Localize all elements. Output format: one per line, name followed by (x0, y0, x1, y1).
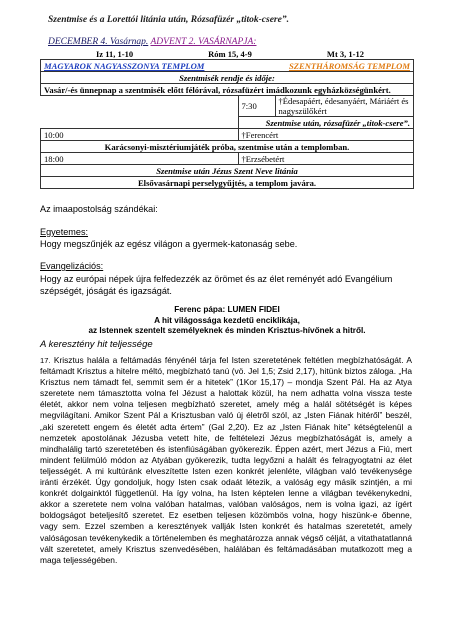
evangelization-intention-text: Hogy az európai népek újra felfedezzék az örömet és az élet reményét adó Evangélium szépségét, jóságát és igazságát. (40, 274, 393, 296)
readings-line (48, 49, 408, 59)
evangelization-intention-label: Evangelizációs: (40, 261, 104, 271)
encyclical-paragraph (40, 355, 412, 566)
mass-time: 10:00 (41, 129, 239, 141)
paragraph-text: Krisztus halála a feltámadás fényénél tárja fel Isten szeretetének feltétlen megbízhatóságát. A feltámadt Krisztus a hitelre méltó, megbízható tanú (vö. Jel 1,5; Zsid 2,17), hitünk biztos záloga. „Ha Krisztus nem támadt fel, semmit sem ér a hitetek” (1Kor 15,17) – mondja Szent Pál. Ha az Atya szeretete nem támasztotta volna fel Jézust a halottak közül, ha nem adhatta volna vissza teste életét, akkor nem volna teljesen megbízható szeretet, amely még a halál sötétségét is képes megvilágítani. Amikor Szent Pál a Krisztusban való új életről szól, az „Isten Fiának hitéről” beszél, „aki szeretett engem és életét adta értem” (Gal 2,20). Ez az „Isten Fiának hite” kétségtelenül a nemzetek apostolának Jézusba vetett hite, de feltételezi Jézus megbízhatóságát is, amely a mindhalálig tartó szeretetében és istenfiúságában gyökerezik. Éppen azért, mert Jézus a Fiú, mert mindent felülmúló módon az Atyában gyökerezik, tudta legyőzni a halált és felragyogtatni az élet teljességét. A mi kultúránk elveszítette Isten ezen konkrét jelenléte, világban való tevékenysége iránti érzékét. Úgy gondoljuk, hogy Isten csak odaát létezik, a valóság egy másik szintjén, a mi konkrét dolgainktól függetlenül. Ha így volna, ha Isten képtelen lenne a világban tevékenykedni, akkor a szeretete nem volna valóban hatalmas, valóban valóságos, nem is volna igazi, az ígért boldogságot beteljesítő szeretet. Ez esetben teljesen közömbös volna, hogy hiszünk-e őbenne, vagy sem. Ezzel szemben a keresztények vallják Isten konkrét és hatalmas szeretetét, amely valóságosan tevékenykedik a történelemben és meghatározza annak végső célját, a vitathatatlanná vált szeretetet, amely Krisztus szenvedésében, halálában és feltámadásában mutatkozott meg a maga teljességében. (40, 355, 412, 565)
encyclical-dedication: az Istennek szentelt személyeknek és minden Krisztus-hívőnek a hitről. (88, 326, 366, 335)
schedule-subtitle: Szentmisék rendje és idője: (41, 72, 414, 84)
mass-intention: †Ferencért (238, 129, 414, 141)
reading-romans: Róm 15, 4-9 (208, 49, 252, 59)
church-left: MAGYAROK NAGYASSZONYA TEMPLOM (44, 60, 205, 71)
mass-intention: †Édesapáért, édesanyáért, Máriáért és nagyszülőkért (275, 96, 414, 117)
encyclical-author: Ferenc pápa: LUMEN FIDEI (174, 305, 280, 314)
schedule-rule-line: Vasár/-és ünnepnap a szentmisék előtt félórával, rózsafüzért imádkozunk egyházközségünkért. (41, 84, 414, 96)
section-heading: A keresztény hit teljessége (40, 339, 153, 350)
encyclical-subtitle: A hit világossága kezdetű enciklikája, (154, 315, 300, 325)
advent-label: ADVENT 2. VASÁRNAPJA: (150, 37, 257, 47)
intentions-intro: Az imaapostolság szándékai: (40, 204, 158, 214)
general-intention-label: Egyetemes: (40, 227, 89, 237)
churches-row (41, 60, 414, 72)
mass-note: Szentmise után, rózsafüzér „titok-csere”. (238, 117, 414, 129)
reading-matthew: Mt 3, 1-12 (326, 49, 364, 59)
mass-note: Elsővasárnapi perselygyűjtés, a templom javára. (41, 177, 414, 189)
mass-time: 7:30 (238, 96, 275, 117)
bulletin-title: Szentmise és a Lorettói litánia után, Rózsafüzér „titok-csere”. (48, 15, 289, 25)
reading-isaiah: Iz 11, 1-10 (96, 49, 134, 59)
mass-time: 18:00 (41, 153, 239, 165)
general-intention-text: Hogy megszűnjék az egész világon a gyermek-katonaság sebe. (40, 239, 298, 249)
church-right: SZENTHÁROMSÁG TEMPLOM (288, 60, 410, 71)
mass-intention: †Erzsébetért (238, 153, 414, 165)
date-label: DECEMBER 4. Vasárnap. (48, 37, 149, 47)
mass-schedule-table (40, 59, 414, 189)
mass-note: Karácsonyi-misztériumjáték próba, szentmise után a templomban. (41, 141, 414, 153)
mass-note: Szentmise után Jézus Szent Neve litánia (41, 165, 414, 177)
date-line (48, 37, 256, 47)
paragraph-number: 17. (40, 356, 51, 365)
